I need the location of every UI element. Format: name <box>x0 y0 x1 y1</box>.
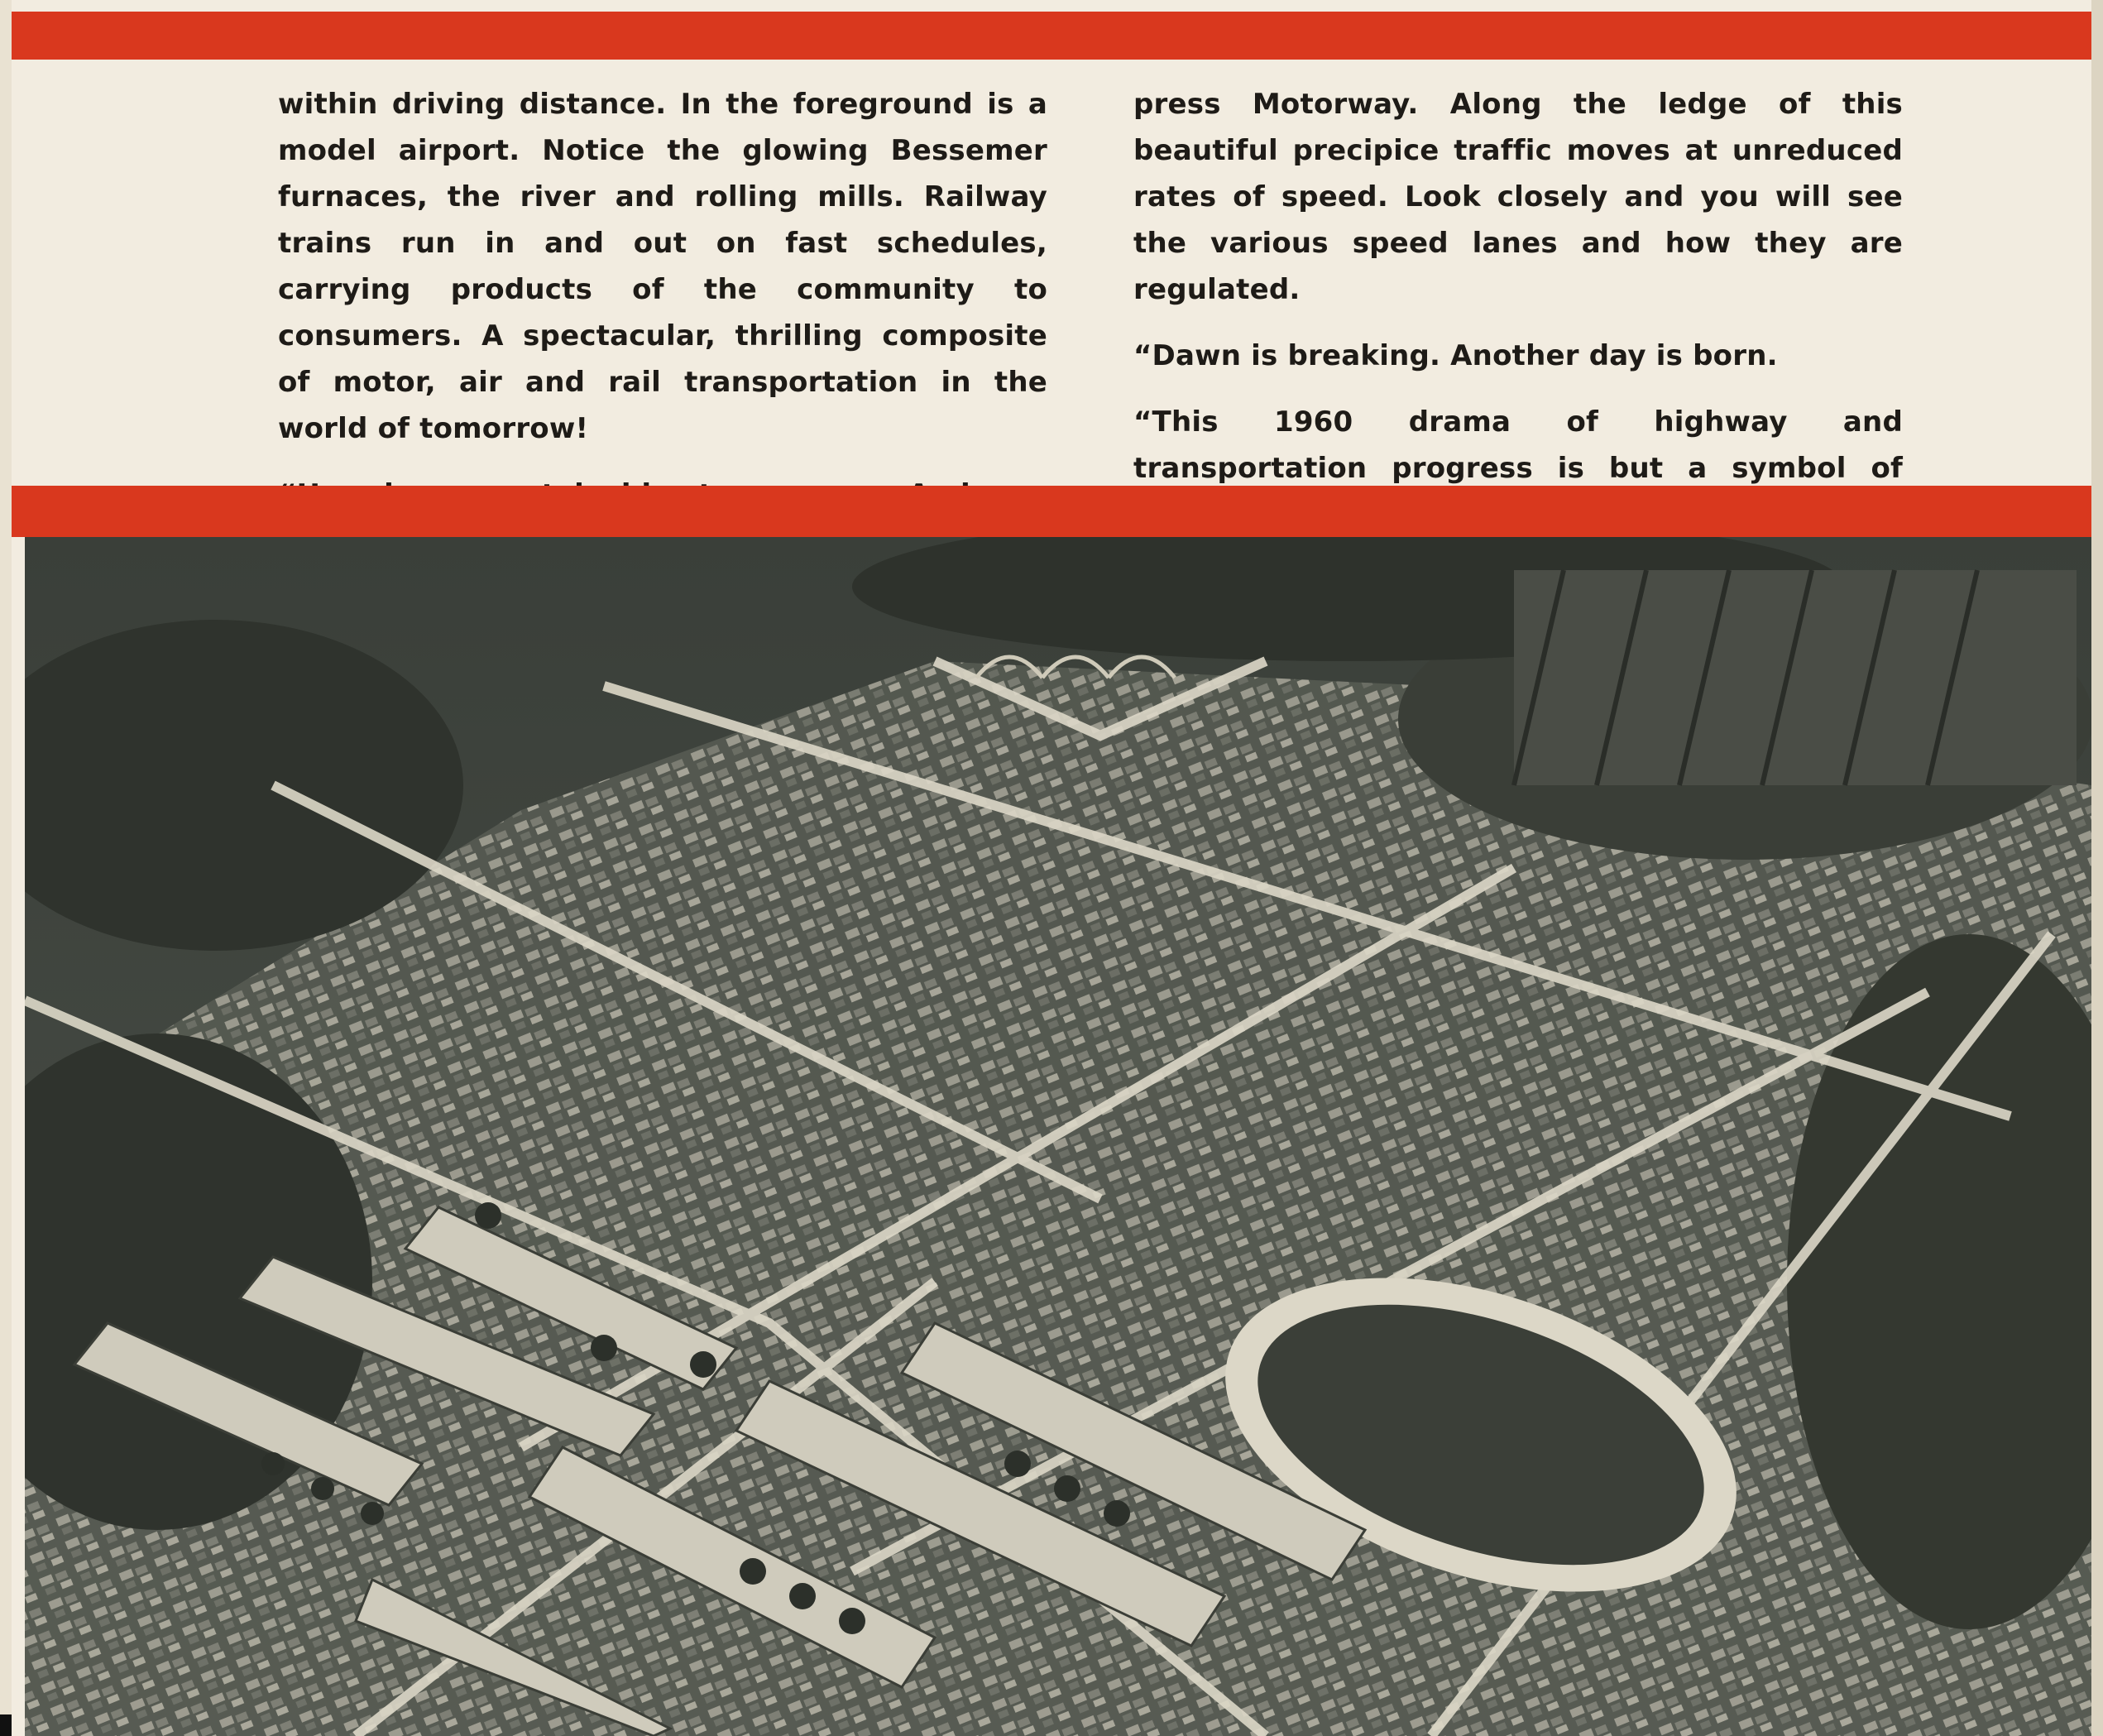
left-paragraph-1: within driving distance. In the foreground is a model airport. Notice the glowing Bessemer furnaces, the river and rolling mills. Railway trains run in and out on fast schedules, carrying products of the community to consumers. A spectacular, thrilling composite of motor, air and rail transportation in the world of tomorrow! <box>278 88 1047 445</box>
right-paragraph-2: “Dawn is breaking. Another day is born. <box>1133 339 1778 372</box>
top-red-band <box>12 12 2091 60</box>
right-paragraph-3: “This 1960 drama of highway and transportation progress is but a symbol of <box>1133 405 1903 485</box>
scan-corner-shadow <box>0 1714 12 1736</box>
right-paragraph-1: press Motorway. Along the ledge of this beautiful precipice traffic moves at unreduced rates of speed. Look closely and you will see the various speed lanes and how they are regulated. <box>1133 88 1903 306</box>
aerial-city-model-photo <box>25 537 2091 1736</box>
middle-red-band <box>12 486 2091 537</box>
scan-edge <box>2091 0 2103 1736</box>
